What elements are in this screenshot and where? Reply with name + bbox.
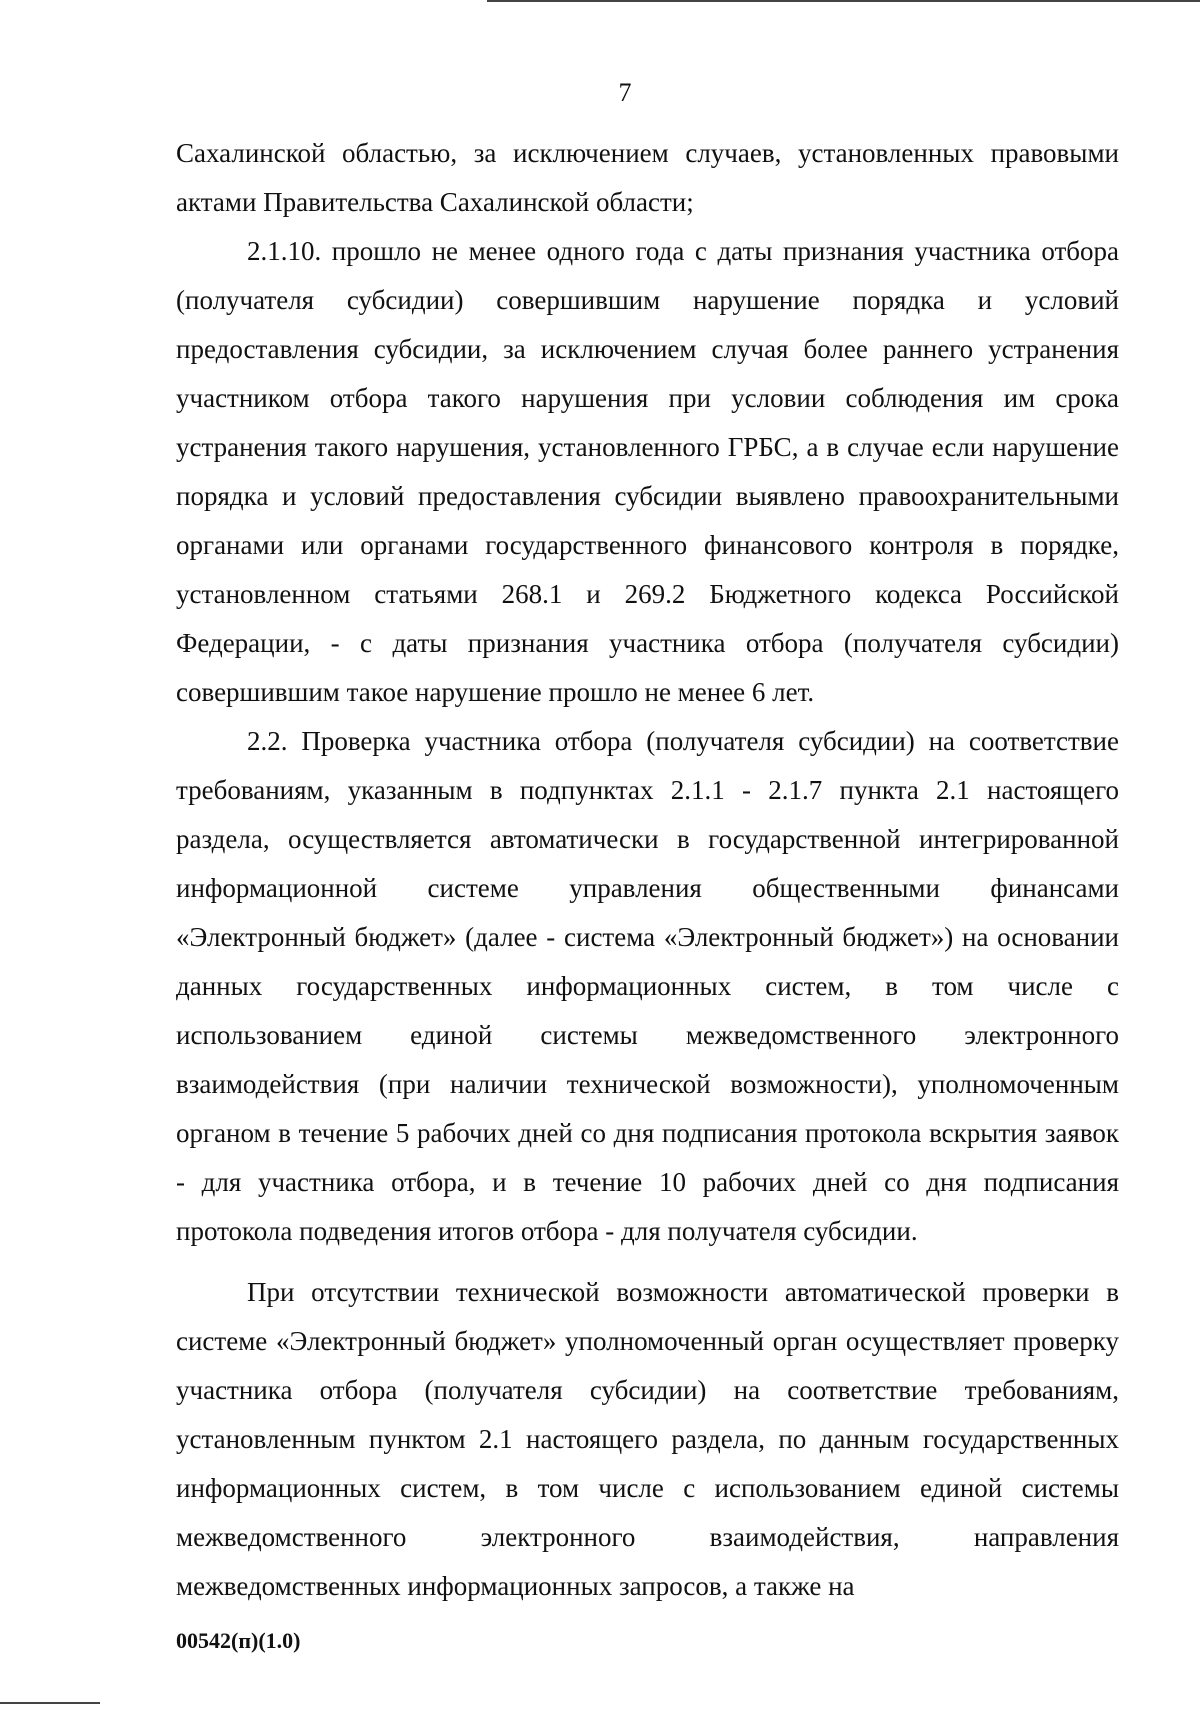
- paragraph-2-2: 2.2. Проверка участника отбора (получателя субсидии) на соответствие требованиям, указанным в подпунктах 2.1.1 - 2.1.7 пункта 2.1 настоящего раздела, осуществляется автоматически в государственной интегрированной информационной системе управления общественными финансами «Электронный бюджет» (далее - система «Электронный бюджет») на основании данных государственных информационных систем, в том числе с использованием единой системы межведомственного электронного взаимодействия (при наличии технической возможности), уполномоченным органом в течение 5 рабочих дней со дня подписания протокола вскрытия заявок - для участника отбора, и в течение 10 рабочих дней со дня подписания протокола подведения итогов отбора - для получателя субсидии.: [176, 726, 1119, 1246]
- document-body: [176, 129, 1119, 1611]
- page-number: 7: [618, 78, 632, 107]
- document-code: 00542(п)(1.0): [176, 1628, 301, 1653]
- paragraph-continuation: Сахалинской областью, за исключением случаев, установленных правовыми актами Правительства Сахалинской области;: [176, 138, 1119, 217]
- bottom-edge-line: [0, 1702, 100, 1704]
- paragraph-no-tech-possibility: При отсутствии технической возможности автоматической проверки в системе «Электронный бюджет» уполномоченный орган осуществляет проверку участника отбора (получателя субсидии) на соответствие требованиям, установленным пунктом 2.1 настоящего раздела, по данным государственных информационных систем, в том числе с использованием единой системы межведомственного электронного взаимодействия, направления межведомственных информационных запросов, а также на: [176, 1277, 1119, 1601]
- top-edge-line: [487, 0, 1200, 2]
- paragraph-2-1-10: 2.1.10. прошло не менее одного года с даты признания участника отбора (получателя субсидии) совершившим нарушение порядка и условий предоставления субсидии, за исключением случая более раннего устранения участником отбора такого нарушения при условии соблюдения им срока устранения такого нарушения, установленного ГРБС, а в случае если нарушение порядка и условий предоставления субсидии выявлено правоохранительными органами или органами государственного финансового контроля в порядке, установленном статьями 268.1 и 269.2 Бюджетного кодекса Российской Федерации, - с даты признания участника отбора (получателя субсидии) совершившим такое нарушение прошло не менее 6 лет.: [176, 236, 1119, 707]
